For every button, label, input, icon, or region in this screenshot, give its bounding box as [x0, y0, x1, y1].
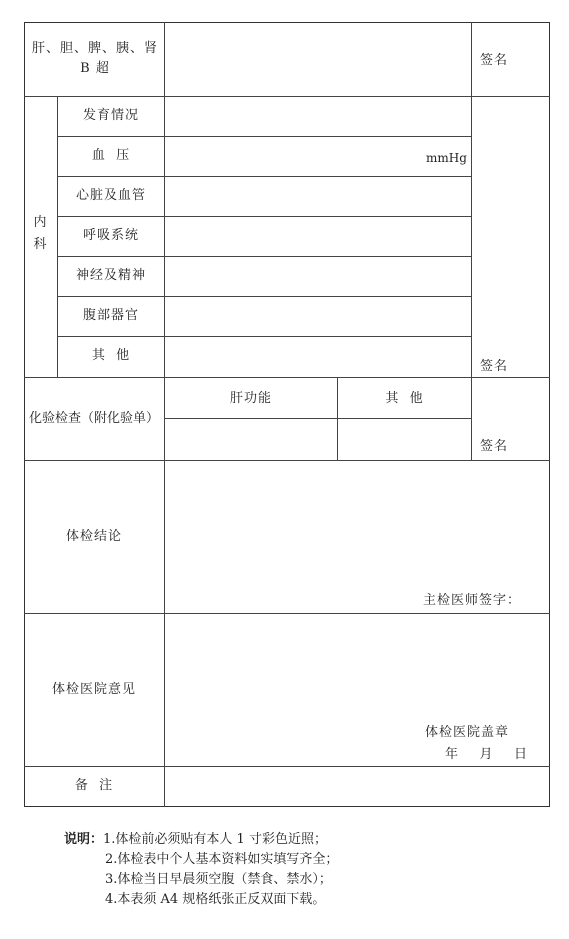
exam-item-heart: 心脏及血管 [75, 188, 146, 203]
instruction-line [64, 890, 338, 910]
ultrasound-label-line1: 肝、胆、脾、胰、肾 [31, 41, 158, 56]
lab-col-other: 其 他 [385, 391, 424, 406]
row-divider [24, 766, 550, 767]
internal-signature-label: 签名 [480, 359, 509, 374]
instruction-text: 4.本表须 A4 规格纸张正反双面下载。 [105, 892, 326, 907]
exam-item-abdominal: 腹部器官 [82, 308, 139, 323]
row-divider [164, 418, 471, 419]
date-label: 年 月 日 [445, 747, 529, 762]
col-divider [164, 22, 165, 807]
hospital-opinion-label: 体检医院意见 [51, 682, 136, 697]
exam-item-respiratory: 呼吸系统 [82, 228, 139, 243]
lab-col-liver: 肝功能 [229, 391, 272, 406]
instruction-line [64, 870, 338, 890]
row-divider [57, 256, 471, 257]
instructions-title: 说明： [64, 832, 104, 847]
lab-tests-label: 化验检查（附化验单） [28, 411, 159, 426]
row-divider [57, 336, 471, 337]
internal-medicine-label: 内科 [33, 215, 47, 252]
row-divider [57, 176, 471, 177]
hospital-seal-label: 体检医院盖章 [425, 725, 510, 740]
exam-item-other: 其 他 [91, 348, 131, 363]
lab-signature-label: 签名 [480, 439, 509, 454]
instruction-text: 2.体检表中个人基本资料如实填写齐全； [105, 852, 339, 867]
row-divider [24, 613, 550, 614]
exam-item-nervous: 神经及精神 [75, 268, 146, 283]
exam-item-development: 发育情况 [82, 108, 139, 123]
row-divider [57, 296, 471, 297]
instruction-line [64, 830, 338, 850]
col-divider [471, 22, 472, 460]
instruction-text: 1.体检前必须贴有本人 1 寸彩色近照； [103, 832, 327, 847]
remarks-label: 备 注 [74, 778, 114, 793]
ultrasound-signature-label: 签名 [480, 53, 509, 68]
exam-item-blood-pressure: 血 压 [91, 148, 131, 163]
instruction-line [64, 850, 338, 870]
instruction-text: 3.体检当日早晨须空腹（禁食、禁水）； [105, 872, 332, 887]
ultrasound-label-line2: B 超 [80, 61, 110, 76]
instructions [64, 830, 338, 910]
conclusion-label: 体检结论 [65, 529, 122, 544]
blood-pressure-unit: mmHg [426, 151, 467, 165]
doctor-signature-label: 主检医师签字： [423, 593, 522, 608]
row-divider [24, 460, 550, 461]
row-divider [57, 216, 471, 217]
row-divider [57, 136, 471, 137]
